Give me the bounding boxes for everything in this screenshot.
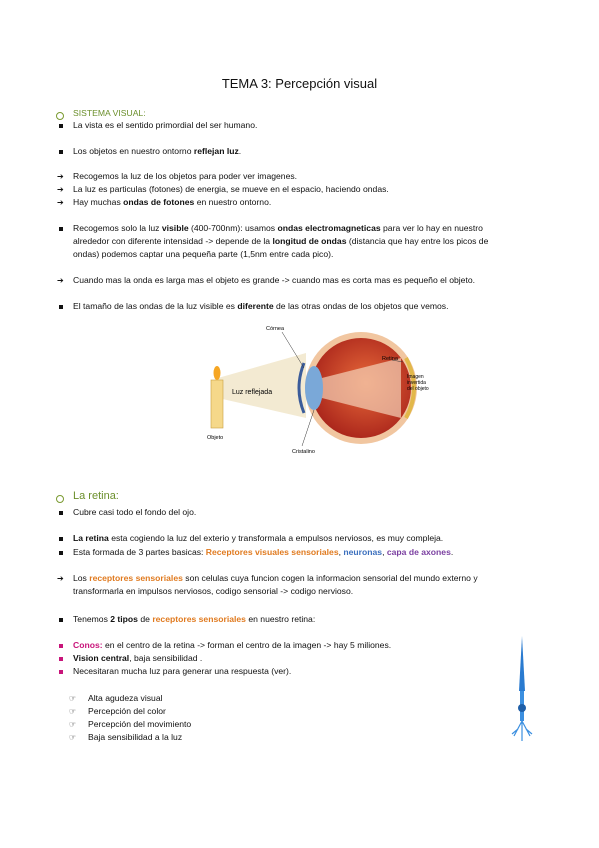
eye-diagram [196,318,440,458]
label-cristalino: Cristalino [292,449,315,455]
circle-bullet-icon [56,112,64,120]
list-item: Alta agudeza visual [88,693,163,703]
paragraph: La luz es particulas (fotones) de energia, se mueve en el espacio, haciendo ondas. [73,184,389,194]
light-cone [218,353,306,418]
list-item: Percepción del movimiento [88,719,192,729]
paragraph: La retina esta cogiendo la luz del exterio y transformala a empulsos nerviosos, es muy compleja. [73,533,444,543]
square-bullet-icon [59,670,63,674]
square-bullet-icon [59,150,63,154]
cone-synapse [512,721,532,741]
paragraph: El tamaño de las ondas de la luz visible es diferente de las otras ondas de los objetos que vemos. [73,301,449,311]
paragraph: Recogemos la luz de los objetos para poder ver imagenes. [73,171,298,181]
label-del-objeto: del objeto [407,386,429,392]
paragraph: Los objetos en nuestro ontorno reflejan luz. [73,146,242,156]
paragraph: transformarla en impulsos nerviosos, codigo sensorial -> codigo nervioso. [73,586,354,596]
square-bullet-icon [59,511,63,515]
square-bullet-icon [59,227,63,231]
circle-bullet-icon [56,495,64,503]
arrow-bullet-icon: ➔ [57,198,64,207]
paragraph: La vista es el sentido primordial del ser humano. [73,120,258,130]
cone-nucleus [518,704,526,712]
arrow-bullet-icon: ➔ [57,276,64,285]
square-bullet-icon [59,644,63,648]
lens [305,366,323,410]
label-cornea: Córnea [266,326,285,332]
paragraph: Recogemos solo la luz visible (400-700nm): usamos ondas electromagneticas para ver lo hay en nuestro [73,223,483,233]
pointing-hand-icon: ☞ [69,720,77,729]
cone-cell-illustration [510,636,534,746]
pointing-hand-icon: ☞ [69,733,77,742]
square-bullet-icon [59,124,63,128]
label-invertida: invertida [407,380,426,386]
paragraph: ondas) podemos captar una pequeña parte (1,5nm entre cada pico). [73,249,334,259]
paragraph: Tenemos 2 tipos de receptores sensoriales en nuestro retina: [73,614,316,624]
square-bullet-icon [59,305,63,309]
square-bullet-icon [59,657,63,661]
paragraph: Hay muchas ondas de fotones en nuestro ontorno. [73,197,272,207]
paragraph: alrededor con diferente intensidad -> depende de la longitud de ondas (distancia que hay entre los picos de [73,236,489,246]
section-heading-retina: La retina: [73,490,119,502]
square-bullet-icon [59,537,63,541]
paragraph: Vision central, baja sensibilidad . [73,653,203,663]
square-bullet-icon [59,618,63,622]
arrow-bullet-icon: ➔ [57,185,64,194]
pointing-hand-icon: ☞ [69,707,77,716]
paragraph: Necesitaran mucha luz para generar una respuesta (ver). [73,666,292,676]
label-retina: Retina [382,356,398,362]
paragraph: Cuando mas la onda es larga mas el objeto es grande -> cuando mas es corta mas es pequeño el objeto. [73,275,476,285]
arrow-bullet-icon: ➔ [57,574,64,583]
label-objeto: Objeto [207,435,224,441]
section-heading-sistema-visual: SISTEMA VISUAL: [73,108,146,118]
paragraph: Cubre casi todo el fondo del ojo. [73,507,197,517]
paragraph: Los receptores sensoriales son celulas cuya funcion cogen la informacion sensorial del mundo externo y [73,573,478,583]
list-item: Baja sensibilidad a la luz [88,732,183,742]
cone-outer-segment [519,636,525,691]
label-luz-reflejada: Luz reflejada [232,389,273,396]
paragraph: Esta formada de 3 partes basicas: Receptores visuales sensoriales, neuronas, capa de axones. [73,547,454,557]
arrow-bullet-icon: ➔ [57,172,64,181]
page-title: TEMA 3: Percepción visual [221,76,378,91]
label-imagen: Imagen [407,374,424,380]
paragraph: Conos: en el centro de la retina -> forman el centro de la imagen -> hay 5 miliones. [73,640,392,650]
pointing-hand-icon: ☞ [69,694,77,703]
list-item: Percepción del color [88,706,166,716]
flame-icon [214,366,221,380]
candle [211,380,223,428]
square-bullet-icon [59,551,63,555]
